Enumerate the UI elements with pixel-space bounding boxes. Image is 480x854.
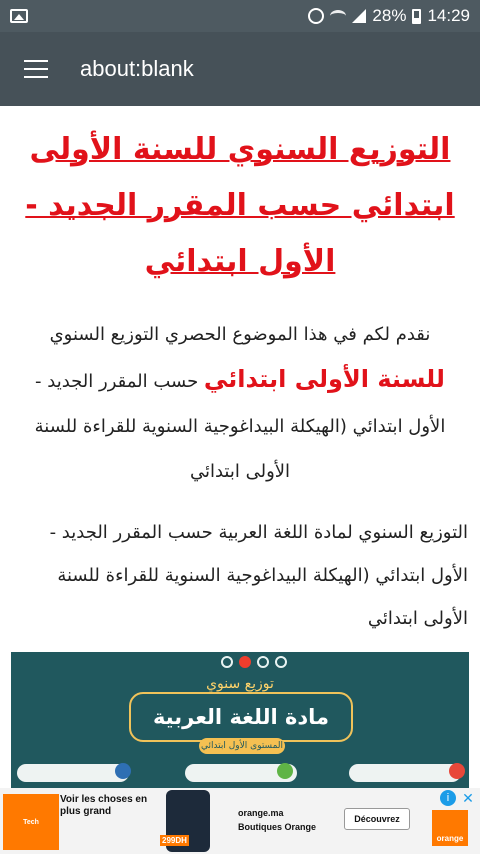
alarm-icon — [308, 8, 324, 24]
ad-phone-image — [166, 790, 210, 852]
article-heading: التوزيع السنوي للسنة الأولى ابتدائي حسب المقرر الجديد - الأول ابتدائي — [25, 132, 455, 279]
banner-title: مادة اللغة العربية — [152, 705, 330, 729]
battery-icon — [412, 9, 421, 24]
user-icon — [115, 763, 131, 779]
banner-subtitle: توزيع سنوي — [206, 676, 274, 692]
intro-highlight: للسنة الأولى ابتدائي — [203, 365, 445, 393]
wifi-icon — [330, 10, 346, 22]
banner-level-pill: المستوى الأول ابتدائي — [199, 738, 285, 754]
gallery-icon — [10, 9, 28, 23]
page-url-title: about:blank — [80, 56, 194, 81]
intro-paragraph — [16, 312, 464, 494]
adchoices-icon[interactable]: i — [440, 790, 456, 806]
calendar-icon — [277, 763, 293, 779]
ad-info — [238, 806, 316, 834]
ad-stores: Boutiques Orange — [238, 822, 317, 832]
menu-icon[interactable] — [24, 60, 48, 78]
orange-logo: orange — [432, 810, 468, 846]
decorative-dots — [221, 656, 287, 668]
battery-level: 28% — [372, 6, 407, 25]
close-icon[interactable]: ✕ — [462, 790, 474, 806]
ad-cta-button[interactable]: Découvrez — [344, 808, 410, 830]
school-icon — [449, 763, 465, 779]
ad-tagline: Voir les choses en plus grand — [60, 794, 148, 817]
banner-field — [17, 764, 129, 782]
ad-banner[interactable] — [0, 788, 480, 854]
signal-icon — [352, 9, 366, 23]
status-bar — [0, 0, 480, 32]
clock: 14:29 — [427, 6, 470, 25]
intro-text-after: حسب المقرر الجديد - الأول ابتدائي (الهيكلة البيداغوجية السنوية للقراءة للسنة الأولى ابتدائي — [34, 371, 446, 482]
browser-app-bar — [0, 32, 480, 106]
intro-text-before: نقدم لكم في هذا الموضوع الحصري التوزيع السنوي — [49, 324, 431, 345]
description-paragraph: التوزيع السنوي لمادة اللغة العربية حسب المقرر الجديد - الأول ابتدائي (الهيكلة البيداغوجية السنوية للقراءة للسنة الأولى ابتدائي — [49, 522, 468, 629]
banner-title-box — [129, 692, 353, 742]
cover-banner-image — [11, 652, 469, 788]
ad-brand-logo: Tech — [3, 794, 59, 850]
page-content[interactable] — [0, 106, 480, 788]
banner-field — [349, 764, 461, 782]
ad-site: orange.ma — [238, 808, 284, 818]
